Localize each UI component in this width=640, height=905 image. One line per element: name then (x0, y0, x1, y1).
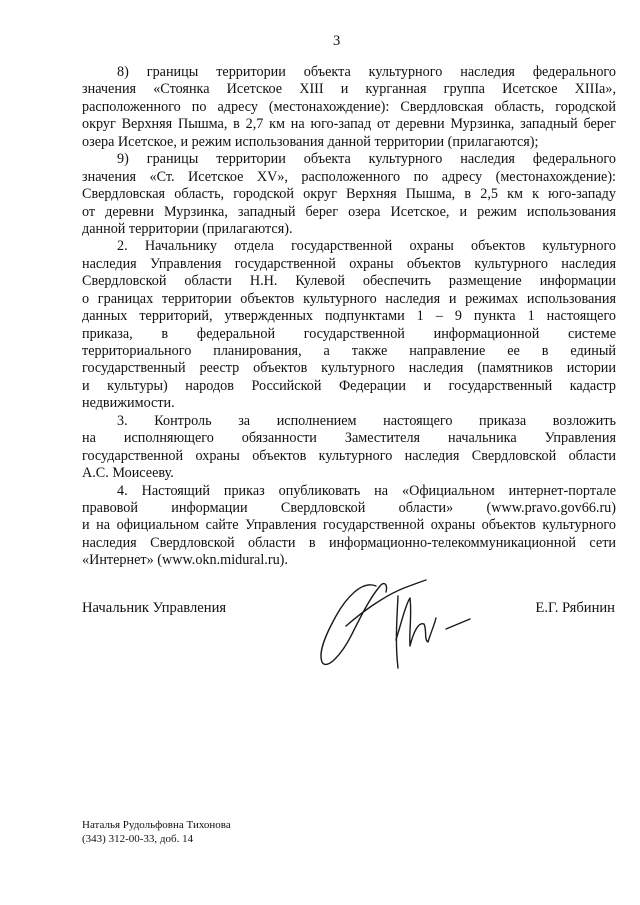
paragraph-line: «Интернет» (www.okn.midural.ru). (82, 552, 288, 569)
executor-name: Наталья Рудольфовна Тихонова (82, 819, 231, 831)
executor-phone: (343) 312-00-33, доб. 14 (82, 833, 194, 845)
paragraph-line: правовой информации Свердловской области» (www.pravo.gov66.ru) (82, 499, 616, 516)
paragraph-line: Свердловская область, городской округ Верхняя Пышма, в 2,5 км к юго-западу (82, 186, 616, 203)
paragraph-point-3 (82, 413, 616, 483)
paragraph-line: озера Исетское, и режим использования данной территории (прилагаются); (82, 133, 539, 150)
signatory-position: Начальник Управления (82, 600, 227, 616)
paragraph-line: от деревни Мурзинка, западный берег озера Исетское, и режим использования (82, 203, 616, 220)
paragraph-item-8 (82, 64, 616, 151)
paragraph-line: недвижимости. (82, 395, 175, 412)
paragraph-line: Свердловской области Н.Н. Кулевой обеспечить размещение информации (82, 273, 616, 290)
paragraph-line: А.С. Моисееву. (82, 465, 174, 482)
paragraph-line: о границах территории объектов культурного наследия и режимах использования (82, 290, 616, 307)
paragraph-line: расположенного по адресу (местонахождение): Свердловская область, городской (82, 98, 616, 115)
page-number: 3 (333, 33, 341, 49)
paragraph-line: значения «Ст. Исетское XV», расположенного по адресу (местонахождение): (82, 168, 616, 185)
paragraph-line: данных территорий, утвержденных подпунктами 1 – 9 пункта 1 настоящего (82, 308, 616, 325)
paragraph-line: и на официальном сайте Управления государственной охраны объектов культурного (82, 517, 616, 534)
paragraph-line: 2. Начальнику отдела государственной охраны объектов культурного (117, 238, 616, 255)
paragraph-line: 4. Настоящий приказ опубликовать на «Официальном интернет-портале (117, 482, 616, 499)
executor-contact (82, 818, 231, 846)
signature-stroke (446, 619, 470, 629)
paragraph-line: наследия Управления государственной охраны объектов культурного наследия (82, 255, 616, 272)
signature-stroke (321, 584, 387, 665)
paragraph-line: на исполняющего обязанности Заместителя начальника Управления (82, 430, 616, 447)
paragraph-item-9 (82, 151, 616, 238)
paragraph-line: 8) границы территории объекта культурного наследия федерального (117, 64, 616, 80)
signature-stroke (396, 598, 436, 646)
paragraph-point-2 (82, 238, 616, 412)
paragraph-line: 9) границы территории объекта культурного наследия федерального (117, 151, 616, 168)
paragraph-line: данной территории (прилагаются). (82, 220, 293, 237)
document-body (82, 64, 616, 570)
paragraph-line: наследия Свердловской области в информационно-телекоммуникационной сети (82, 534, 616, 551)
paragraph-point-4 (82, 483, 616, 570)
paragraph-line: приказа, в федеральной государственной информационной системе (82, 325, 616, 342)
paragraph-line: значения «Стоянка Исетское XIII и курганная группа Исетское XIIIа», (82, 81, 616, 98)
paragraph-line: округ Верхняя Пышма, в 2,7 км на юго-запад от деревни Мурзинка, западный берег (82, 116, 616, 133)
paragraph-line: территориального планирования, а также направление ее в единый (82, 343, 616, 359)
paragraph-line: 3. Контроль за исполнением настоящего приказа возложить (117, 412, 616, 429)
paragraph-line: государственной охраны объектов культурного наследия Свердловской области (82, 447, 616, 464)
paragraph-line: и культуры) народов Российской Федерации и государственный кадастр (82, 377, 616, 394)
paragraph-line: государственный реестр объектов культурного наследия (памятников истории (82, 360, 616, 377)
handwritten-signature (300, 560, 490, 675)
signatory-name: Е.Г. Рябинин (535, 600, 615, 616)
